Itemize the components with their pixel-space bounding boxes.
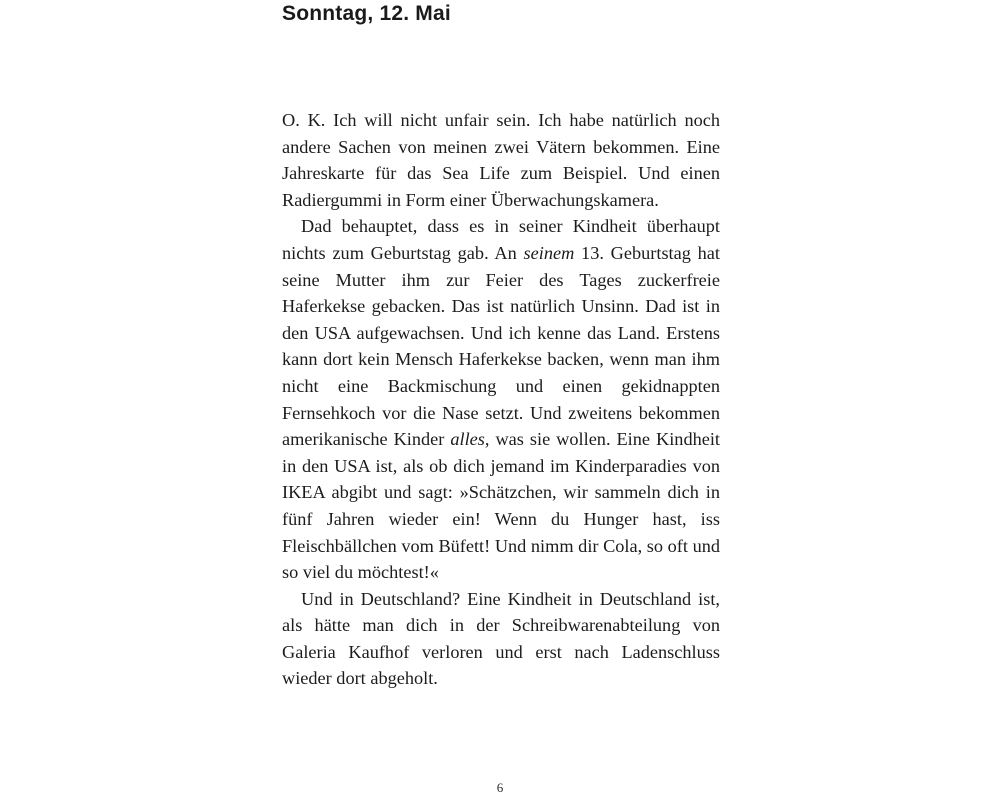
body-text: [282, 107, 720, 692]
chapter-heading: Sonntag, 12. Mai: [282, 2, 451, 25]
paragraph-1: [282, 107, 720, 213]
page-number: 6: [496, 780, 504, 795]
paragraph-1-text: O. K. Ich will nicht unfair sein. Ich habe natürlich noch andere Sachen von meinen zwei Vätern bekommen. Eine Jahreskarte für das Sea Life zum Beispiel. Und einen Radiergummi in Form einer Überwachungskamera.: [282, 110, 720, 210]
paragraph-2: [282, 213, 720, 585]
paragraph-2-text-b: 13. Geburtstag hat seine Mutter ihm zur Feier des Tages zuckerfreie Haferkekse gebacken. Das ist natürlich Unsinn. Dad ist in den USA aufgewachsen. Und ich kenne das Land. Erstens kann dort kein Mensch Haferkekse backen, wenn man ihm nicht eine Backmischung und einen gekidnappten Fernsehkoch vor die Nase setzt. Und zweitens bekommen amerikanische Kinder: [282, 242, 720, 450]
paragraph-2-emphasis-alles: alles: [450, 429, 485, 450]
paragraph-2-text-a: Dad behauptet, dass es in seiner Kindheit überhaupt nichts zum Geburtstag gab. An: [282, 216, 720, 263]
paragraph-2-emphasis-seinem: seinem: [523, 242, 575, 263]
paragraph-3: [282, 586, 720, 692]
paragraph-2-text-c: , was sie wollen. Eine Kindheit in den USA ist, als ob dich jemand im Kinderparadies von IKEA abgibt und sagt: »Schätzchen, wir sammeln dich in fünf Jahren wieder ein! Wenn du Hunger hast, iss Fleischbällchen vom Büfett! Und nimm dir Cola, so oft und so viel du möchtest!«: [282, 429, 720, 583]
paragraph-3-text: Und in Deutschland? Eine Kindheit in Deutschland ist, als hätte man dich in der Schreibwarenabteilung von Galeria Kaufhof verloren und erst nach Ladenschluss wieder dort abgeholt.: [282, 588, 720, 689]
